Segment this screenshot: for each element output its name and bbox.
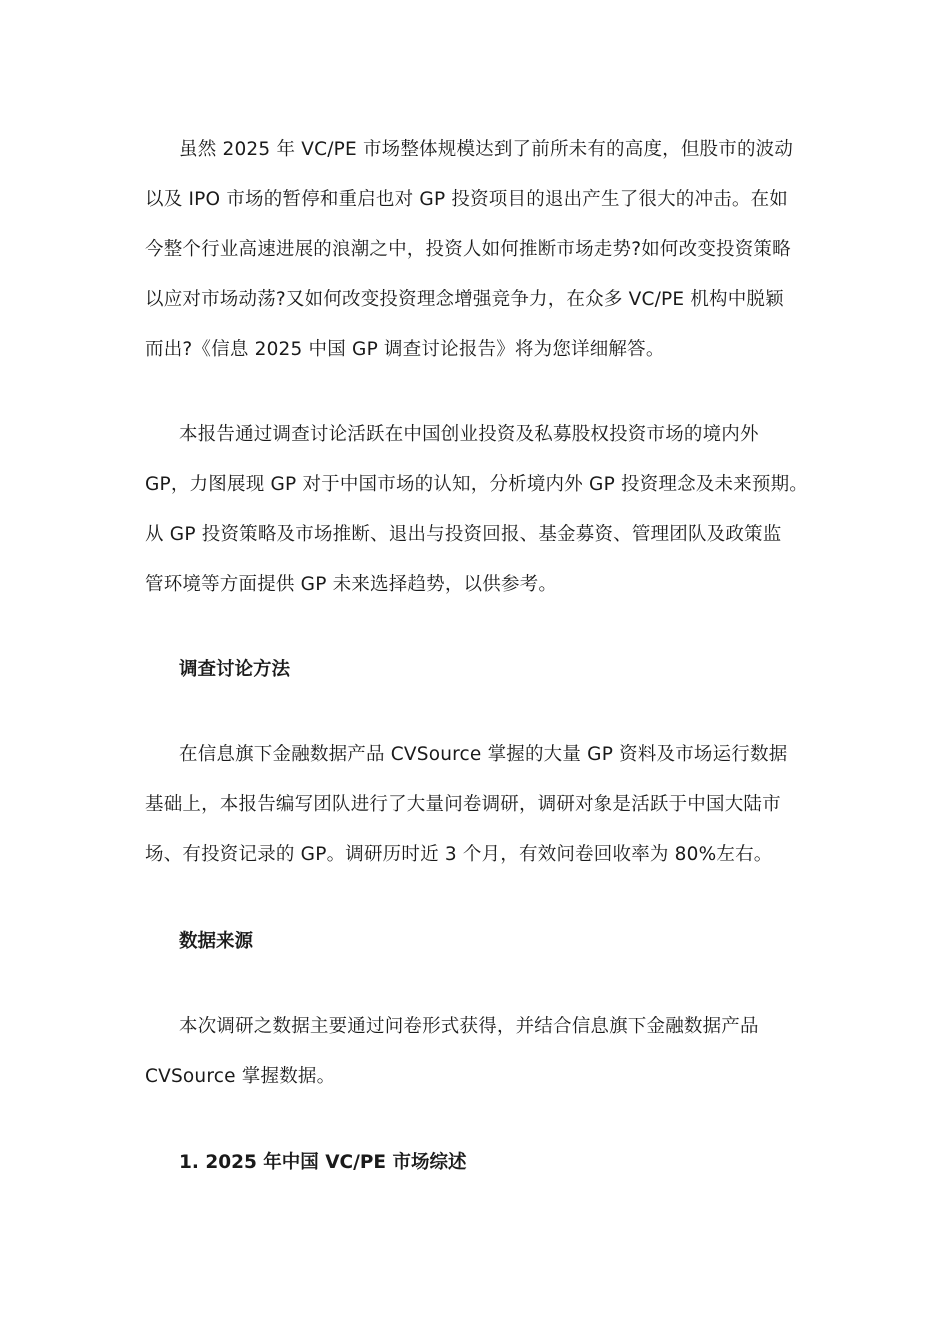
paragraph-report-purpose [145,410,810,610]
text-line: 本次调研之数据主要通过问卷形式获得，并结合信息旗下金融数据产品 [179,1016,759,1037]
text-line: 基础上，本报告编写团队进行了大量问卷调研，调研对象是活跃于中国大陆市 [145,794,781,815]
text-line: CVSource 掌握数据。 [145,1066,336,1087]
text-line: 今整个行业高速进展的浪潮之中，投资人如何推断市场走势?如何改变投资策略 [145,239,791,260]
paragraph-intro [145,125,810,375]
heading-section-1: 1. 2025 年中国 VC/PE 市场综述 [179,1152,467,1173]
text-line: 而出?《信息 2025 中国 GP 调查讨论报告》将为您详细解答。 [145,339,665,360]
text-line: 管环境等方面提供 GP 未来选择趋势，以供参考。 [145,574,558,595]
paragraph-research-method [145,730,810,880]
text-line: 虽然 2025 年 VC/PE 市场整体规模达到了前所未有的高度，但股市的波动 [179,139,794,160]
text-line: 以应对市场动荡?又如何改变投资理念增强竞争力，在众多 VC/PE 机构中脱颖 [145,289,784,310]
heading-data-source: 数据来源 [179,931,254,952]
text-line: 以及 IPO 市场的暂停和重启也对 GP 投资项目的退出产生了很大的冲击。在如 [145,189,788,210]
text-line: 本报告通过调查讨论活跃在中国创业投资及私募股权投资市场的境内外 [179,424,759,445]
text-line: GP，力图展现 GP 对于中国市场的认知，分析境内外 GP 投资理念及未来预期。 [145,474,809,495]
text-line: 从 GP 投资策略及市场推断、退出与投资回报、基金募资、管理团队及政策监 [145,524,782,545]
paragraph-data-source [145,1002,810,1102]
heading-research-method: 调查讨论方法 [179,659,291,680]
text-line: 场、有投资记录的 GP。调研历时近 3 个月，有效问卷回收率为 80%左右。 [145,844,773,865]
text-line: 在信息旗下金融数据产品 CVSource 掌握的大量 GP 资料及市场运行数据 [179,744,788,765]
